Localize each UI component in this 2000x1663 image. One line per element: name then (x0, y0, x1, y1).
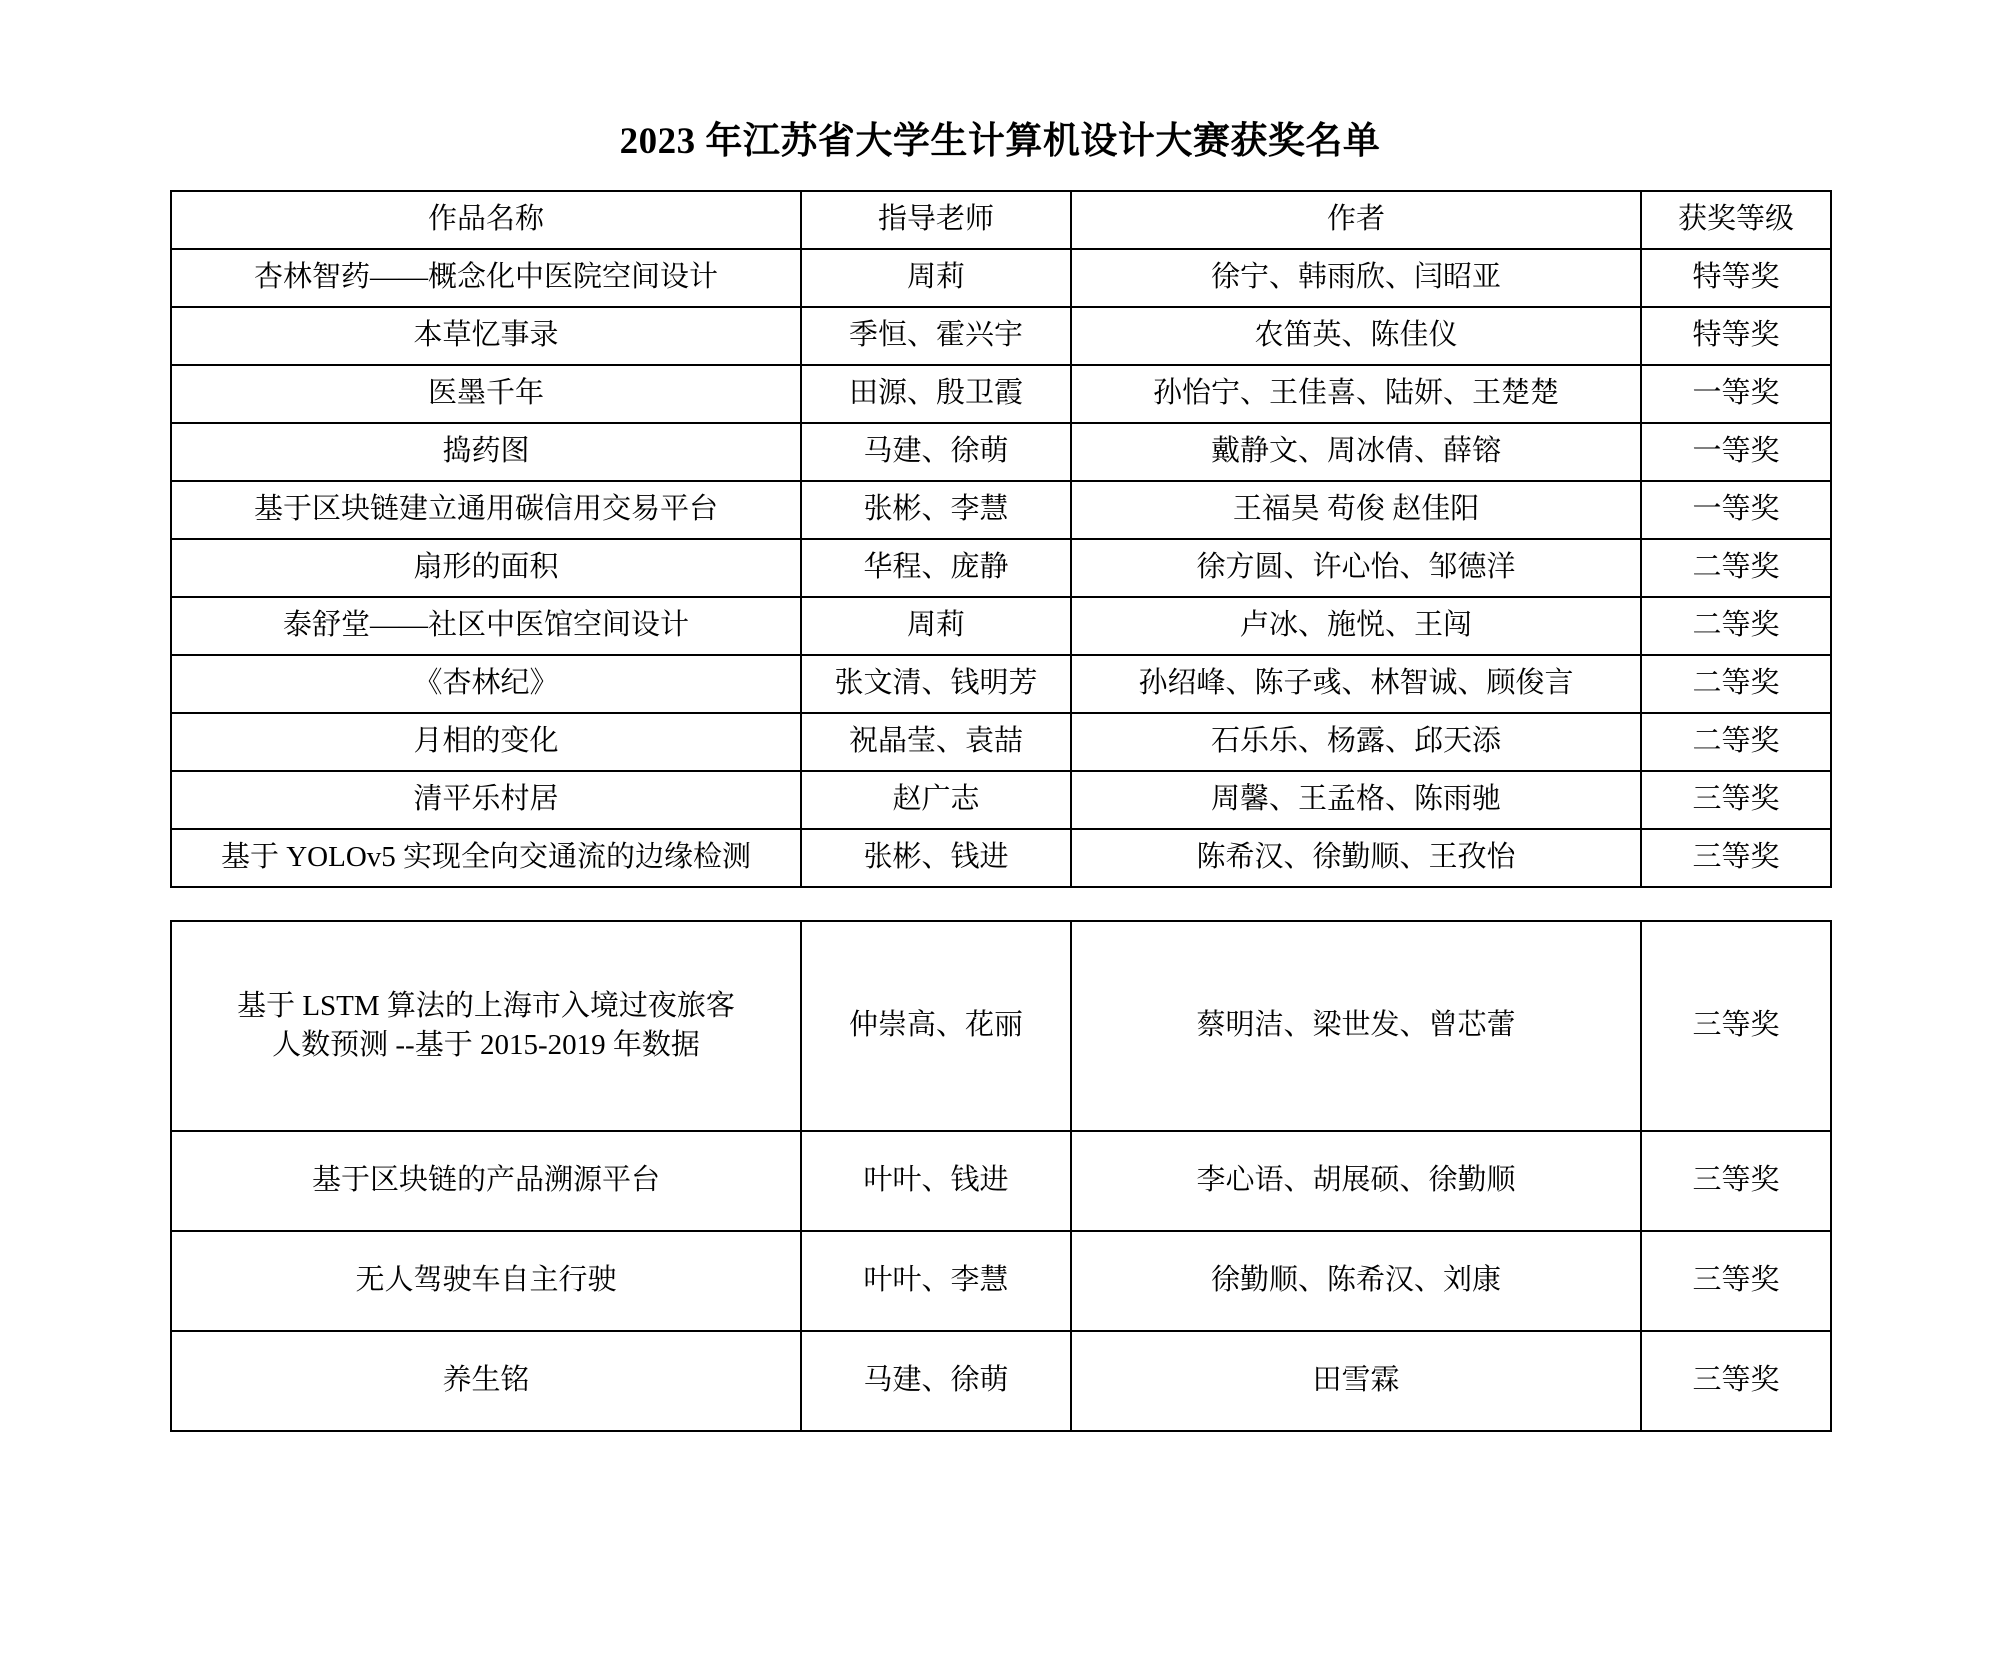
cell-level: 一等奖 (1641, 423, 1831, 481)
cell-author: 徐宁、韩雨欣、闫昭亚 (1071, 249, 1641, 307)
cell-author: 戴静文、周冰倩、薛镕 (1071, 423, 1641, 481)
column-header-mentor: 指导老师 (801, 191, 1071, 249)
cell-mentor: 叶叶、钱进 (801, 1131, 1071, 1231)
table-row (171, 1131, 1831, 1231)
award-table-2 (170, 920, 1832, 1432)
table-row (171, 423, 1831, 481)
cell-level: 三等奖 (1641, 1231, 1831, 1331)
table-row (171, 307, 1831, 365)
award-table-1-container (170, 190, 1830, 888)
table-row (171, 655, 1831, 713)
cell-work: 清平乐村居 (171, 771, 801, 829)
cell-mentor: 马建、徐萌 (801, 423, 1071, 481)
cell-level: 二等奖 (1641, 655, 1831, 713)
table-row (171, 713, 1831, 771)
cell-work: 捣药图 (171, 423, 801, 481)
cell-level: 特等奖 (1641, 249, 1831, 307)
cell-mentor: 张文清、钱明芳 (801, 655, 1071, 713)
cell-author: 陈希汉、徐勤顺、王孜怡 (1071, 829, 1641, 887)
table-header-row (171, 191, 1831, 249)
cell-mentor: 张彬、钱进 (801, 829, 1071, 887)
cell-mentor: 叶叶、李慧 (801, 1231, 1071, 1331)
cell-level: 二等奖 (1641, 539, 1831, 597)
cell-author: 徐方圆、许心怡、邹德洋 (1071, 539, 1641, 597)
table-separator (0, 888, 2000, 920)
cell-author: 卢冰、施悦、王闯 (1071, 597, 1641, 655)
table-row (171, 481, 1831, 539)
cell-work: 无人驾驶车自主行驶 (171, 1231, 801, 1331)
cell-author: 农笛英、陈佳仪 (1071, 307, 1641, 365)
cell-work: 基于区块链的产品溯源平台 (171, 1131, 801, 1231)
cell-level: 三等奖 (1641, 1331, 1831, 1431)
cell-work: 医墨千年 (171, 365, 801, 423)
cell-work: 泰舒堂——社区中医馆空间设计 (171, 597, 801, 655)
table-row (171, 365, 1831, 423)
cell-work: 基于区块链建立通用碳信用交易平台 (171, 481, 801, 539)
table-row (171, 1231, 1831, 1331)
table-row (171, 539, 1831, 597)
cell-work: 《杏林纪》 (171, 655, 801, 713)
column-header-work: 作品名称 (171, 191, 801, 249)
cell-work: 杏林智药——概念化中医院空间设计 (171, 249, 801, 307)
cell-mentor: 田源、殷卫霞 (801, 365, 1071, 423)
cell-mentor: 赵广志 (801, 771, 1071, 829)
cell-level: 三等奖 (1641, 921, 1831, 1131)
cell-work: 扇形的面积 (171, 539, 801, 597)
cell-author: 蔡明洁、梁世发、曾芯蕾 (1071, 921, 1641, 1131)
table-row (171, 921, 1831, 1131)
cell-level: 三等奖 (1641, 771, 1831, 829)
cell-work: 基于 YOLOv5 实现全向交通流的边缘检测 (171, 829, 801, 887)
cell-level: 二等奖 (1641, 597, 1831, 655)
cell-work: 养生铭 (171, 1331, 801, 1431)
cell-work: 本草忆事录 (171, 307, 801, 365)
column-header-level: 获奖等级 (1641, 191, 1831, 249)
cell-mentor: 季恒、霍兴宇 (801, 307, 1071, 365)
cell-author: 石乐乐、杨露、邱天添 (1071, 713, 1641, 771)
cell-author: 周馨、王孟格、陈雨驰 (1071, 771, 1641, 829)
table-row (171, 597, 1831, 655)
cell-author: 徐勤顺、陈希汉、刘康 (1071, 1231, 1641, 1331)
cell-mentor: 马建、徐萌 (801, 1331, 1071, 1431)
cell-level: 一等奖 (1641, 365, 1831, 423)
cell-level: 一等奖 (1641, 481, 1831, 539)
page-title: 2023 年江苏省大学生计算机设计大赛获奖名单 (619, 121, 1381, 162)
cell-mentor: 周莉 (801, 597, 1071, 655)
cell-mentor: 华程、庞静 (801, 539, 1071, 597)
cell-work: 月相的变化 (171, 713, 801, 771)
award-table-2-container (170, 920, 1830, 1432)
cell-author: 孙怡宁、王佳喜、陆妍、王楚楚 (1071, 365, 1641, 423)
table-row (171, 829, 1831, 887)
cell-mentor: 祝晶莹、袁喆 (801, 713, 1071, 771)
table-row (171, 1331, 1831, 1431)
cell-author: 王福昊 苟俊 赵佳阳 (1071, 481, 1641, 539)
cell-mentor: 仲崇高、花丽 (801, 921, 1071, 1131)
table-row (171, 771, 1831, 829)
cell-mentor: 张彬、李慧 (801, 481, 1071, 539)
cell-author: 李心语、胡展硕、徐勤顺 (1071, 1131, 1641, 1231)
cell-author: 田雪霖 (1071, 1331, 1641, 1431)
cell-level: 三等奖 (1641, 829, 1831, 887)
award-table-1 (170, 190, 1832, 888)
cell-level: 二等奖 (1641, 713, 1831, 771)
cell-level: 特等奖 (1641, 307, 1831, 365)
cell-work-line-1: 基于 LSTM 算法的上海市入境过夜旅客 (237, 989, 735, 1022)
cell-level: 三等奖 (1641, 1131, 1831, 1231)
cell-author: 孙绍峰、陈子彧、林智诚、顾俊言 (1071, 655, 1641, 713)
table-row (171, 249, 1831, 307)
cell-work (171, 921, 801, 1131)
cell-mentor: 周莉 (801, 249, 1071, 307)
cell-work-line-2: 人数预测 --基于 2015-2019 年数据 (272, 1029, 700, 1061)
column-header-author: 作者 (1071, 191, 1641, 249)
